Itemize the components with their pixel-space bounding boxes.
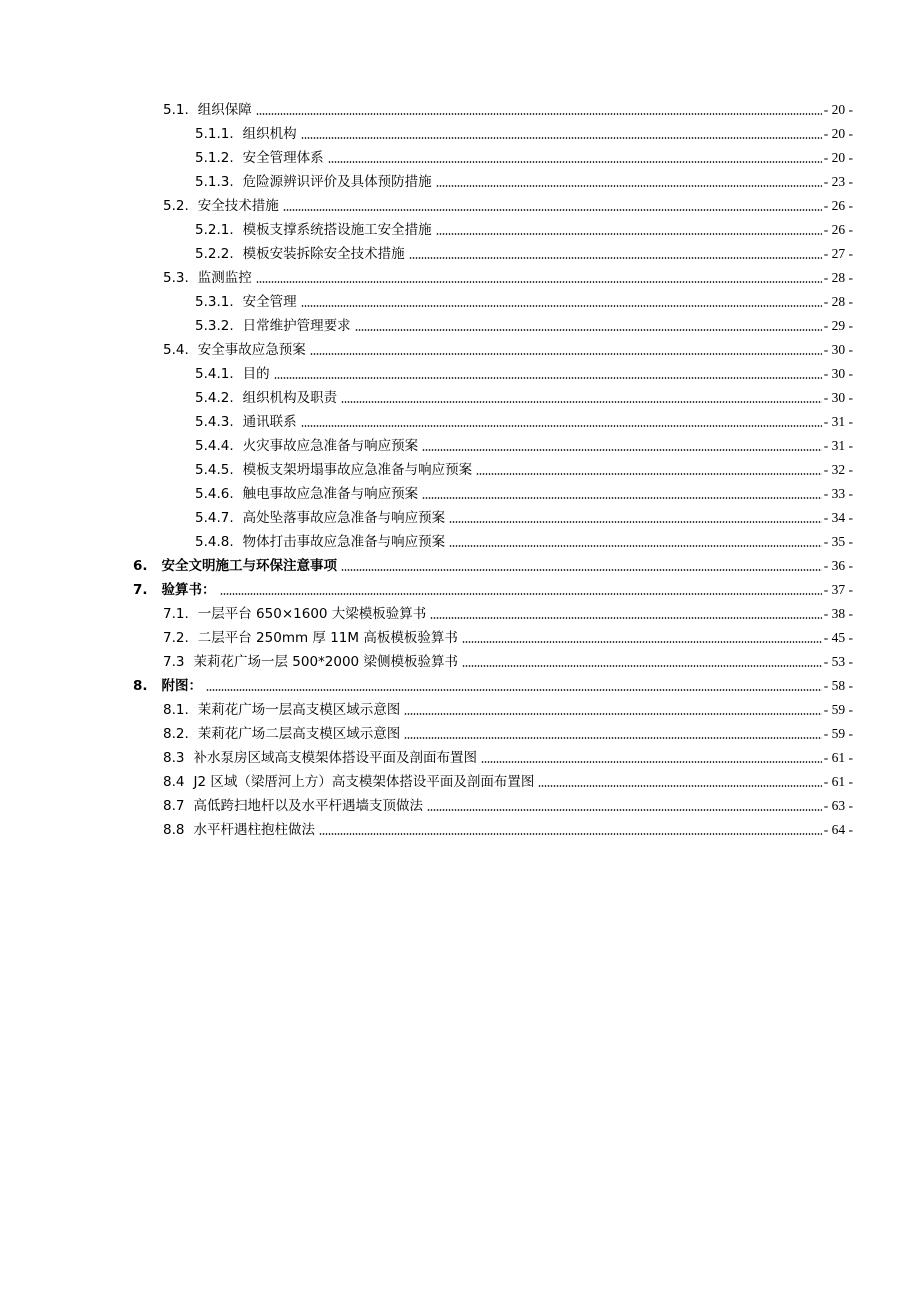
toc-page-number: - 59 - bbox=[823, 702, 853, 717]
toc-number: 7.3 bbox=[163, 654, 185, 670]
toc-entry[interactable] bbox=[0, 794, 920, 818]
toc-page-number: - 37 - bbox=[823, 582, 853, 597]
toc-number: 8. bbox=[133, 678, 148, 694]
toc-number: 5.4.5. bbox=[195, 462, 234, 478]
toc-number: 5.4.6. bbox=[195, 486, 234, 502]
toc-page-number: - 31 - bbox=[823, 414, 853, 429]
toc-page-number: - 31 - bbox=[823, 438, 853, 453]
toc-number: 5.3.2. bbox=[195, 318, 234, 334]
toc-number: 8.2. bbox=[163, 726, 189, 742]
dot-leader bbox=[404, 713, 821, 715]
toc-page-number: - 35 - bbox=[823, 534, 853, 549]
toc-page-number: - 30 - bbox=[823, 390, 853, 405]
toc-page-number: - 29 - bbox=[823, 318, 853, 333]
toc-title: 组织保障 bbox=[197, 102, 252, 118]
dot-leader bbox=[206, 689, 822, 691]
dot-leader bbox=[301, 305, 822, 307]
toc-page-number: - 58 - bbox=[823, 678, 853, 693]
toc-title: 验算书： bbox=[161, 582, 216, 598]
toc-entry[interactable] bbox=[0, 506, 920, 530]
dot-leader bbox=[310, 353, 822, 355]
toc-number: 7.2. bbox=[163, 630, 189, 646]
toc-entry[interactable] bbox=[0, 218, 920, 242]
toc-number: 5.3.1. bbox=[195, 294, 234, 310]
toc-page-number: - 61 - bbox=[823, 774, 853, 789]
toc-entry[interactable] bbox=[0, 626, 920, 650]
toc-title: 茉莉花广场一层高支模区域示意图 bbox=[197, 702, 401, 718]
toc-number: 8.8 bbox=[163, 822, 185, 838]
toc-title: 通讯联系 bbox=[242, 414, 297, 430]
toc-number: 8.3 bbox=[163, 750, 185, 766]
toc-number: 5.2.1. bbox=[195, 222, 234, 238]
toc-number: 5.3. bbox=[163, 270, 189, 286]
toc-page-number: - 23 - bbox=[823, 174, 853, 189]
toc-page-number: - 36 - bbox=[823, 558, 853, 573]
toc-title: 组织机构 bbox=[242, 126, 297, 142]
toc-page-number: - 28 - bbox=[823, 270, 853, 285]
toc-title: 物体打击事故应急准备与响应预案 bbox=[242, 534, 446, 550]
toc-entry[interactable] bbox=[0, 362, 920, 386]
dot-leader bbox=[449, 521, 822, 523]
toc-entry[interactable] bbox=[0, 578, 920, 602]
toc-number: 5.4.7. bbox=[195, 510, 234, 526]
toc-page-number: - 26 - bbox=[823, 198, 853, 213]
toc-page-number: - 20 - bbox=[823, 102, 853, 117]
dot-leader bbox=[462, 665, 822, 667]
toc-entry[interactable] bbox=[0, 458, 920, 482]
toc-entry[interactable] bbox=[0, 314, 920, 338]
toc-page-number: - 34 - bbox=[823, 510, 853, 525]
toc-title: 组织机构及职责 bbox=[242, 390, 338, 406]
toc-page-number: - 27 - bbox=[823, 246, 853, 261]
toc-title: 安全文明施工与环保注意事项 bbox=[161, 558, 338, 574]
toc-number: 7.1. bbox=[163, 606, 189, 622]
toc-entry[interactable] bbox=[0, 290, 920, 314]
toc-title: 高低跨扫地杆以及水平杆遇墙支顶做法 bbox=[193, 798, 423, 814]
toc-entry[interactable] bbox=[0, 770, 920, 794]
toc-entry[interactable] bbox=[0, 530, 920, 554]
toc-title: 水平杆遇柱抱柱做法 bbox=[193, 822, 315, 838]
table-of-contents bbox=[0, 98, 920, 842]
toc-number: 8.7 bbox=[163, 798, 185, 814]
dot-leader bbox=[256, 113, 822, 115]
dot-leader bbox=[256, 281, 822, 283]
dot-leader bbox=[462, 641, 822, 643]
toc-entry[interactable] bbox=[0, 722, 920, 746]
toc-entry[interactable] bbox=[0, 242, 920, 266]
dot-leader bbox=[341, 569, 822, 571]
toc-title: 安全事故应急预案 bbox=[197, 342, 306, 358]
toc-page-number: - 20 - bbox=[823, 150, 853, 165]
toc-number: 5.4.1. bbox=[195, 366, 234, 382]
toc-number: 8.1. bbox=[163, 702, 189, 718]
toc-title: 模板支架坍塌事故应急准备与响应预案 bbox=[242, 462, 473, 478]
toc-title: 火灾事故应急准备与响应预案 bbox=[242, 438, 419, 454]
toc-page-number: - 45 - bbox=[823, 630, 853, 645]
toc-page-number: - 33 - bbox=[823, 486, 853, 501]
dot-leader bbox=[538, 785, 821, 787]
toc-number: 5.4.2. bbox=[195, 390, 234, 406]
toc-number: 8.4 bbox=[163, 774, 185, 790]
toc-entry[interactable] bbox=[0, 746, 920, 770]
dot-leader bbox=[422, 497, 822, 499]
toc-page-number: - 26 - bbox=[823, 222, 853, 237]
toc-number: 5.4.4. bbox=[195, 438, 234, 454]
dot-leader bbox=[430, 617, 821, 619]
toc-page-number: - 28 - bbox=[823, 294, 853, 309]
dot-leader bbox=[409, 257, 822, 259]
toc-page-number: - 59 - bbox=[823, 726, 853, 741]
toc-page-number: - 30 - bbox=[823, 342, 853, 357]
toc-number: 5.4. bbox=[163, 342, 189, 358]
dot-leader bbox=[319, 833, 822, 835]
toc-entry[interactable] bbox=[0, 554, 920, 578]
toc-entry[interactable] bbox=[0, 122, 920, 146]
toc-title: 监测监控 bbox=[197, 270, 252, 286]
dot-leader bbox=[427, 809, 822, 811]
toc-title: 模板安装拆除安全技术措施 bbox=[242, 246, 405, 262]
toc-entry[interactable] bbox=[0, 338, 920, 362]
toc-page-number: - 53 - bbox=[823, 654, 853, 669]
toc-page-number: - 64 - bbox=[823, 822, 853, 837]
dot-leader bbox=[220, 593, 822, 595]
toc-title: 高处坠落事故应急准备与响应预案 bbox=[242, 510, 446, 526]
toc-title: 二层平台 250mm 厚 11M 高板模板验算书 bbox=[197, 630, 458, 646]
toc-entry[interactable] bbox=[0, 434, 920, 458]
dot-leader bbox=[422, 449, 822, 451]
toc-title: 补水泵房区域高支模架体搭设平面及剖面布置图 bbox=[193, 750, 477, 766]
dot-leader bbox=[341, 401, 822, 403]
toc-page-number: - 61 - bbox=[823, 750, 853, 765]
toc-page-number: - 32 - bbox=[823, 462, 853, 477]
toc-entry[interactable] bbox=[0, 650, 920, 674]
toc-number: 5.2.2. bbox=[195, 246, 234, 262]
toc-title: 模板支撑系统搭设施工安全措施 bbox=[242, 222, 432, 238]
dot-leader bbox=[328, 161, 822, 163]
dot-leader bbox=[449, 545, 822, 547]
toc-title: 危险源辨识评价及具体预防措施 bbox=[242, 174, 432, 190]
toc-page-number: - 38 - bbox=[823, 606, 853, 621]
toc-title: 安全管理体系 bbox=[242, 150, 324, 166]
toc-number: 5.1.2. bbox=[195, 150, 234, 166]
toc-entry[interactable] bbox=[0, 386, 920, 410]
dot-leader bbox=[476, 473, 822, 475]
toc-title: 安全管理 bbox=[242, 294, 297, 310]
toc-number: 5.1. bbox=[163, 102, 189, 118]
toc-page-number: - 63 - bbox=[823, 798, 853, 813]
toc-number: 5.1.1. bbox=[195, 126, 234, 142]
toc-entry[interactable] bbox=[0, 818, 920, 842]
toc-entry[interactable] bbox=[0, 170, 920, 194]
toc-title: 安全技术措施 bbox=[197, 198, 279, 214]
dot-leader bbox=[404, 737, 821, 739]
toc-entry[interactable] bbox=[0, 482, 920, 506]
dot-leader bbox=[301, 137, 822, 139]
toc-number: 6. bbox=[133, 558, 148, 574]
toc-entry[interactable] bbox=[0, 674, 920, 698]
dot-leader bbox=[274, 377, 822, 379]
toc-entry[interactable] bbox=[0, 98, 920, 122]
toc-title: 茉莉花广场一层 500*2000 梁侧模板验算书 bbox=[193, 654, 458, 670]
toc-number: 5.4.3. bbox=[195, 414, 234, 430]
toc-title: 触电事故应急准备与响应预案 bbox=[242, 486, 419, 502]
toc-entry[interactable] bbox=[0, 194, 920, 218]
toc-number: 7. bbox=[133, 582, 148, 598]
toc-title: 日常维护管理要求 bbox=[242, 318, 351, 334]
toc-page-number: - 30 - bbox=[823, 366, 853, 381]
dot-leader bbox=[436, 233, 822, 235]
toc-entry[interactable] bbox=[0, 410, 920, 434]
toc-entry[interactable] bbox=[0, 266, 920, 290]
toc-page-number: - 20 - bbox=[823, 126, 853, 141]
toc-entry[interactable] bbox=[0, 602, 920, 626]
toc-title: 茉莉花广场二层高支模区域示意图 bbox=[197, 726, 401, 742]
toc-entry[interactable] bbox=[0, 698, 920, 722]
dot-leader bbox=[481, 761, 822, 763]
toc-entry[interactable] bbox=[0, 146, 920, 170]
dot-leader bbox=[283, 209, 822, 211]
toc-number: 5.1.3. bbox=[195, 174, 234, 190]
dot-leader bbox=[436, 185, 822, 187]
toc-number: 5.2. bbox=[163, 198, 189, 214]
toc-title: 附图： bbox=[161, 678, 203, 694]
dot-leader bbox=[301, 425, 822, 427]
toc-title: 目的 bbox=[242, 366, 270, 382]
toc-title: 一层平台 650×1600 大梁模板验算书 bbox=[197, 606, 427, 622]
toc-title: J2 区域（梁厝河上方）高支模架体搭设平面及剖面布置图 bbox=[193, 774, 535, 790]
dot-leader bbox=[355, 329, 822, 331]
toc-number: 5.4.8. bbox=[195, 534, 234, 550]
